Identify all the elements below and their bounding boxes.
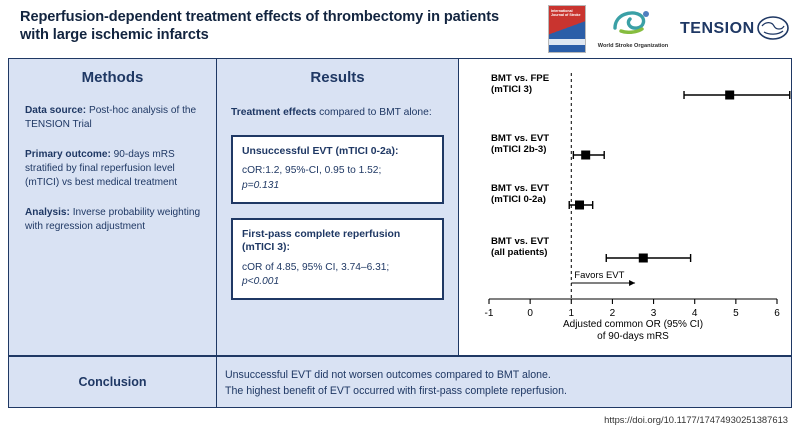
x-axis-tick-label: 4 (691, 308, 698, 319)
poster-body (8, 58, 792, 356)
forest-row-label: BMT vs. FPE (491, 73, 550, 84)
conclusion-line-1: Unsuccessful EVT did not worsen outcomes compared to BMT alone. (225, 369, 551, 381)
forest-row (491, 133, 604, 160)
list-item (25, 148, 202, 191)
result-card-title: First-pass complete reperfusion (mTICI 3): (242, 228, 401, 254)
journal-cover-logo (548, 5, 586, 53)
point-estimate-marker (575, 201, 584, 210)
conclusion-text (225, 367, 781, 400)
forest-row (491, 183, 593, 210)
forest-row (491, 73, 790, 100)
forest-row-label: BMT vs. EVT (491, 133, 550, 144)
list-item (25, 206, 202, 235)
logo-group (548, 5, 792, 53)
x-axis-label: Adjusted common OR (95% CI) (562, 319, 704, 330)
x-axis-tick-label: 2 (609, 308, 616, 319)
point-estimate-marker (581, 151, 590, 160)
forest-plot-svg (459, 59, 793, 355)
forest-row-sublabel: (all patients) (491, 247, 548, 258)
forest-row-sublabel: (mTICI 0-2a) (491, 194, 546, 205)
result-card-title: Unsuccessful EVT (mTICI 0-2a): (242, 145, 399, 157)
forest-plot-column (459, 59, 791, 355)
conclusion-box (8, 356, 792, 408)
conclusion-label: Conclusion (9, 357, 217, 407)
forest-row-label: BMT vs. EVT (491, 236, 550, 247)
forest-row-label: BMT vs. EVT (491, 183, 550, 194)
point-estimate-marker (725, 91, 734, 100)
forest-row-sublabel: (mTICI 3) (491, 84, 533, 95)
result-card-pvalue: p<0.001 (242, 275, 280, 287)
forest-row-sublabel: (mTICI 2b-3) (491, 144, 547, 155)
x-axis-tick-label: 6 (774, 308, 780, 319)
methods-column (9, 59, 217, 355)
methods-item-text: Post-hoc analysis of the TENSION Trial (25, 105, 197, 131)
tension-logo (680, 7, 792, 51)
methods-item-lead: Data source: (25, 105, 87, 116)
result-card-text (242, 261, 433, 289)
conclusion-line-2: The highest benefit of EVT occurred with first-pass complete reperfusion. (225, 385, 567, 398)
x-axis-tick-label: 3 (650, 308, 657, 319)
methods-item-lead: Analysis: (25, 206, 70, 218)
point-estimate-marker (639, 254, 648, 263)
x-axis-sublabel: of 90-days mRS (597, 331, 669, 342)
result-card-text (242, 164, 433, 192)
results-intro (231, 106, 444, 121)
result-card-stat: cOR:1.2, 95%-CI, 0.95 to 1.52; (242, 165, 382, 177)
results-intro-lead: Treatment effects (231, 107, 317, 118)
tension-label: TENSION (680, 20, 755, 37)
results-intro-text: compared to BMT alone: (316, 107, 432, 118)
result-card-stat: cOR of 4.85, 95% CI, 3.74–6.31; (242, 261, 390, 273)
world-stroke-organization-logo (596, 6, 670, 52)
doi-link[interactable]: https://doi.org/10.1177/17474930251387613 (604, 414, 788, 425)
x-axis-tick-label: 5 (733, 308, 739, 319)
x-axis-tick-label: 1 (568, 308, 575, 319)
favors-label: Favors EVT (574, 270, 625, 281)
poster-header (0, 0, 800, 58)
x-axis-tick-label: -1 (484, 308, 494, 319)
forest-row (491, 236, 691, 263)
result-card-unsuccessful-evt (231, 135, 444, 204)
results-column (217, 59, 459, 355)
forest-plot (459, 59, 793, 355)
swirl-icon (612, 8, 654, 34)
methods-item-lead: Primary outcome: (25, 148, 111, 160)
results-body (231, 106, 444, 300)
journal-cover-text: International Journal of Stroke (551, 9, 581, 18)
methods-item-text: 90-days mRS stratified by final reperfusion level (mTICI) vs best medical treatment (25, 148, 178, 189)
methods-list (25, 104, 202, 234)
favors-arrow-head (629, 280, 635, 286)
methods-item-text: Inverse probability weighting with regression adjustment (25, 206, 201, 232)
brain-icon (756, 13, 790, 43)
journal-cover-band (549, 39, 585, 45)
result-card-first-pass-reperfusion (231, 218, 444, 300)
methods-heading: Methods (81, 69, 144, 86)
wso-label: World Stroke Organization (597, 43, 669, 50)
results-heading: Results (310, 69, 365, 86)
x-axis-tick-label: 0 (527, 308, 533, 319)
result-card-pvalue: p=0.131 (242, 179, 280, 191)
page-title: Reperfusion-dependent treatment effects of thrombectomy in patients with large ischemic infarcts (20, 9, 500, 44)
list-item (25, 104, 202, 133)
